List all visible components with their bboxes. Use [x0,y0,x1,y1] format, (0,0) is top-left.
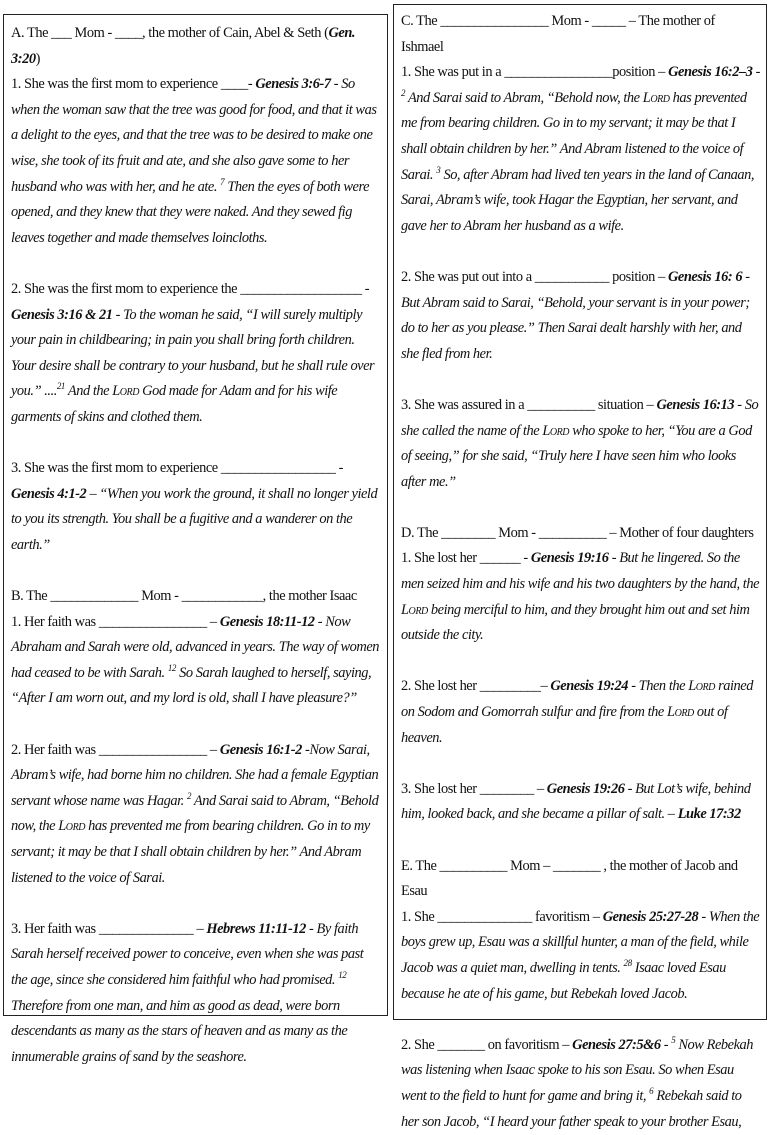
scripture-ref: Genesis 4:1-2 [11,485,87,502]
scripture-ref: Genesis 27:5&6 [572,1036,661,1053]
scripture-ref: Genesis 16: 6 [667,268,743,285]
scripture-ref: Genesis 16:2–3 [668,64,753,81]
scripture-ref: Genesis 16:13 [656,396,735,413]
scripture-ref: Genesis 25:27-28 [602,908,699,925]
section-d-item-1: 1. She lost her ______ - Genesis 19:16 - But he lingered. So the men seized him and his wife and his two daughters by the hand, the Lord being merciful to him, and they brought him out and set him outside the city. [401,550,760,644]
scripture-ref: Genesis 19:26 [546,780,625,797]
section-b-heading: B. The _____________ Mom - ____________, the mother Isaac [11,588,357,605]
section-b-item-3: 3. Her faith was ______________ – Hebrews 11:11-12 - By faith Sarah herself received power to conceive, even when she was past the age, since she considered him faithful who had promised. $^{12}$ Therefore from one man, and him as good as dead, were born descendants as many as the stars of heaven and as many as the innumerable grains of sand by the seashore. [11,920,364,1065]
scripture-ref: Luke 17:32 [677,806,741,823]
section-a-heading: A. The ___ Mom - ____, the mother of Cain, Abel & Seth (Gen. 3:20) [11,25,356,67]
scripture-ref: Genesis 19:24 [550,678,629,695]
scripture-ref: Genesis 16:1-2 [219,741,302,758]
section-c-item-1: 1. She was put in a ________________position – Genesis 16:2–3 - $^2$ And Sarai said to Abram, “Behold now, the Lord has prevented me from bearing children. Go in to my servant; it may be that I shall obtain children by her.” And Abram listened to the voice of Sarai. $^3$ So, after Abram had lived ten years in the land of Canaan, Sarai, Abram’s wife, took Hagar the Egyptian, her servant, and gave her to Abram her husband as a wife. [401,64,760,234]
section-d-item-3: 3. She lost her ________ – Genesis 19:26 - But Lot’s wife, behind him, looked back, and she became a pillar of salt. – Luke 17:32 [401,780,751,823]
section-a-item-3: 3. She was the first mom to experience _________________ - Genesis 4:1-2 – “When you work the ground, it shall no longer yield to you its strength. You shall be a fugitive and a wanderer on the earth.” [11,460,378,553]
section-e-heading: E. The __________ Mom – _______ , the mother of Jacob and Esau [401,857,738,900]
section-b-item-2: 2. Her faith was ________________ – Genesis 16:1-2 -Now Sarai, Abram’s wife, had borne him no children. She had a female Egyptian servant whose name was Hagar. $^2$ And Sarai said to Abram, “Behold now, the Lord has prevented me from bearing children. Go in to my servant; it may be that I shall obtain children by her.” And Abram listened to the voice of Sarai. [11,741,379,886]
section-d-heading: D. The ________ Mom - __________ – Mother of four daughters [401,524,754,541]
scripture-ref: Hebrews 11:11-12 [206,920,306,937]
left-column-text [11,21,381,1070]
section-a-item-2: 2. She was the first mom to experience the __________________ - Genesis 3:16 & 21 - To the woman he said, “I will surely multiply your pain in childbearing; in pain you shall bring forth children. Your desire shall be contrary to your husband, but he shall rule over you.” ....$^{21}$ And the Lord God made for Adam and for his wife garments of skins and clothed them. [11,280,375,425]
scripture-ref: Genesis 3:16 & 21 [11,306,113,323]
right-column [393,4,767,1130]
section-c-heading: C. The ________________ Mom - _____ – The mother of Ishmael [401,13,715,55]
scripture-ref: Genesis 18:11-12 [219,613,315,630]
right-column-text [401,9,760,1135]
scripture-ref: Gen. 3:20 [11,25,356,67]
scripture-ref: Genesis 3:6-7 [255,76,331,93]
scripture-ref: Genesis 19:16 [530,550,609,567]
section-c-item-3: 3. She was assured in a __________ situation – Genesis 16:13 - So she called the name of the Lord who spoke to her, “You are a God of seeing,” for she said, “Truly here I have seen him who looks after me.” [401,396,759,490]
section-b-item-1: 1. Her faith was ________________ – Genesis 18:11-12 - Now Abraham and Sarah were old, advanced in years. The way of women had ceased to be with Sarah. $^{12}$ So Sarah laughed to herself, saying, “After I am worn out, and my lord is old, shall I have pleasure?” [11,613,380,707]
left-column [3,14,388,1065]
section-a-item-1: 1. She was the first mom to experience ____- Genesis 3:6-7 - So when the woman saw that the tree was good for food, and that it was a delight to the eyes, and that the tree was to be desired to make one wise, she took of its fruit and ate, and she also gave some to her husband who was with her, and he ate. $^7$ Then the eyes of both were opened, and they knew that they were naked. And they sewed fig leaves together and made themselves loincloths. [11,76,377,246]
section-e-item-1: 1. She ______________ favoritism – Genesis 25:27-28 - When the boys grew up, Esau was a skillful hunter, a man of the field, while Jacob was a quiet man, dwelling in tents. $^{28}$ Isaac loved Esau because he ate of his game, but Rebekah loved Jacob. [401,908,760,1002]
section-e-item-2: 2. She _______ on favoritism – Genesis 27:5&6 - $^5$ Now Rebekah was listening when Isaac spoke to his son Esau. So when Esau went to the field to hunt for game and bring it, $^6$ Rebekah said to her son Jacob, “I heard your father speak to your brother Esau, [401,1034,753,1130]
section-c-item-2: 2. She was put out into a ___________ position – Genesis 16: 6 - But Abram said to Sarai, “Behold, your servant is in your power; do to her as you please.” Then Sarai dealt harshly with her, and she fled from her. [401,268,750,362]
section-d-item-2: 2. She lost her _________– Genesis 19:24 - Then the Lord rained on Sodom and Gomorrah sulfur and fire from the Lord out of heaven. [401,678,753,746]
